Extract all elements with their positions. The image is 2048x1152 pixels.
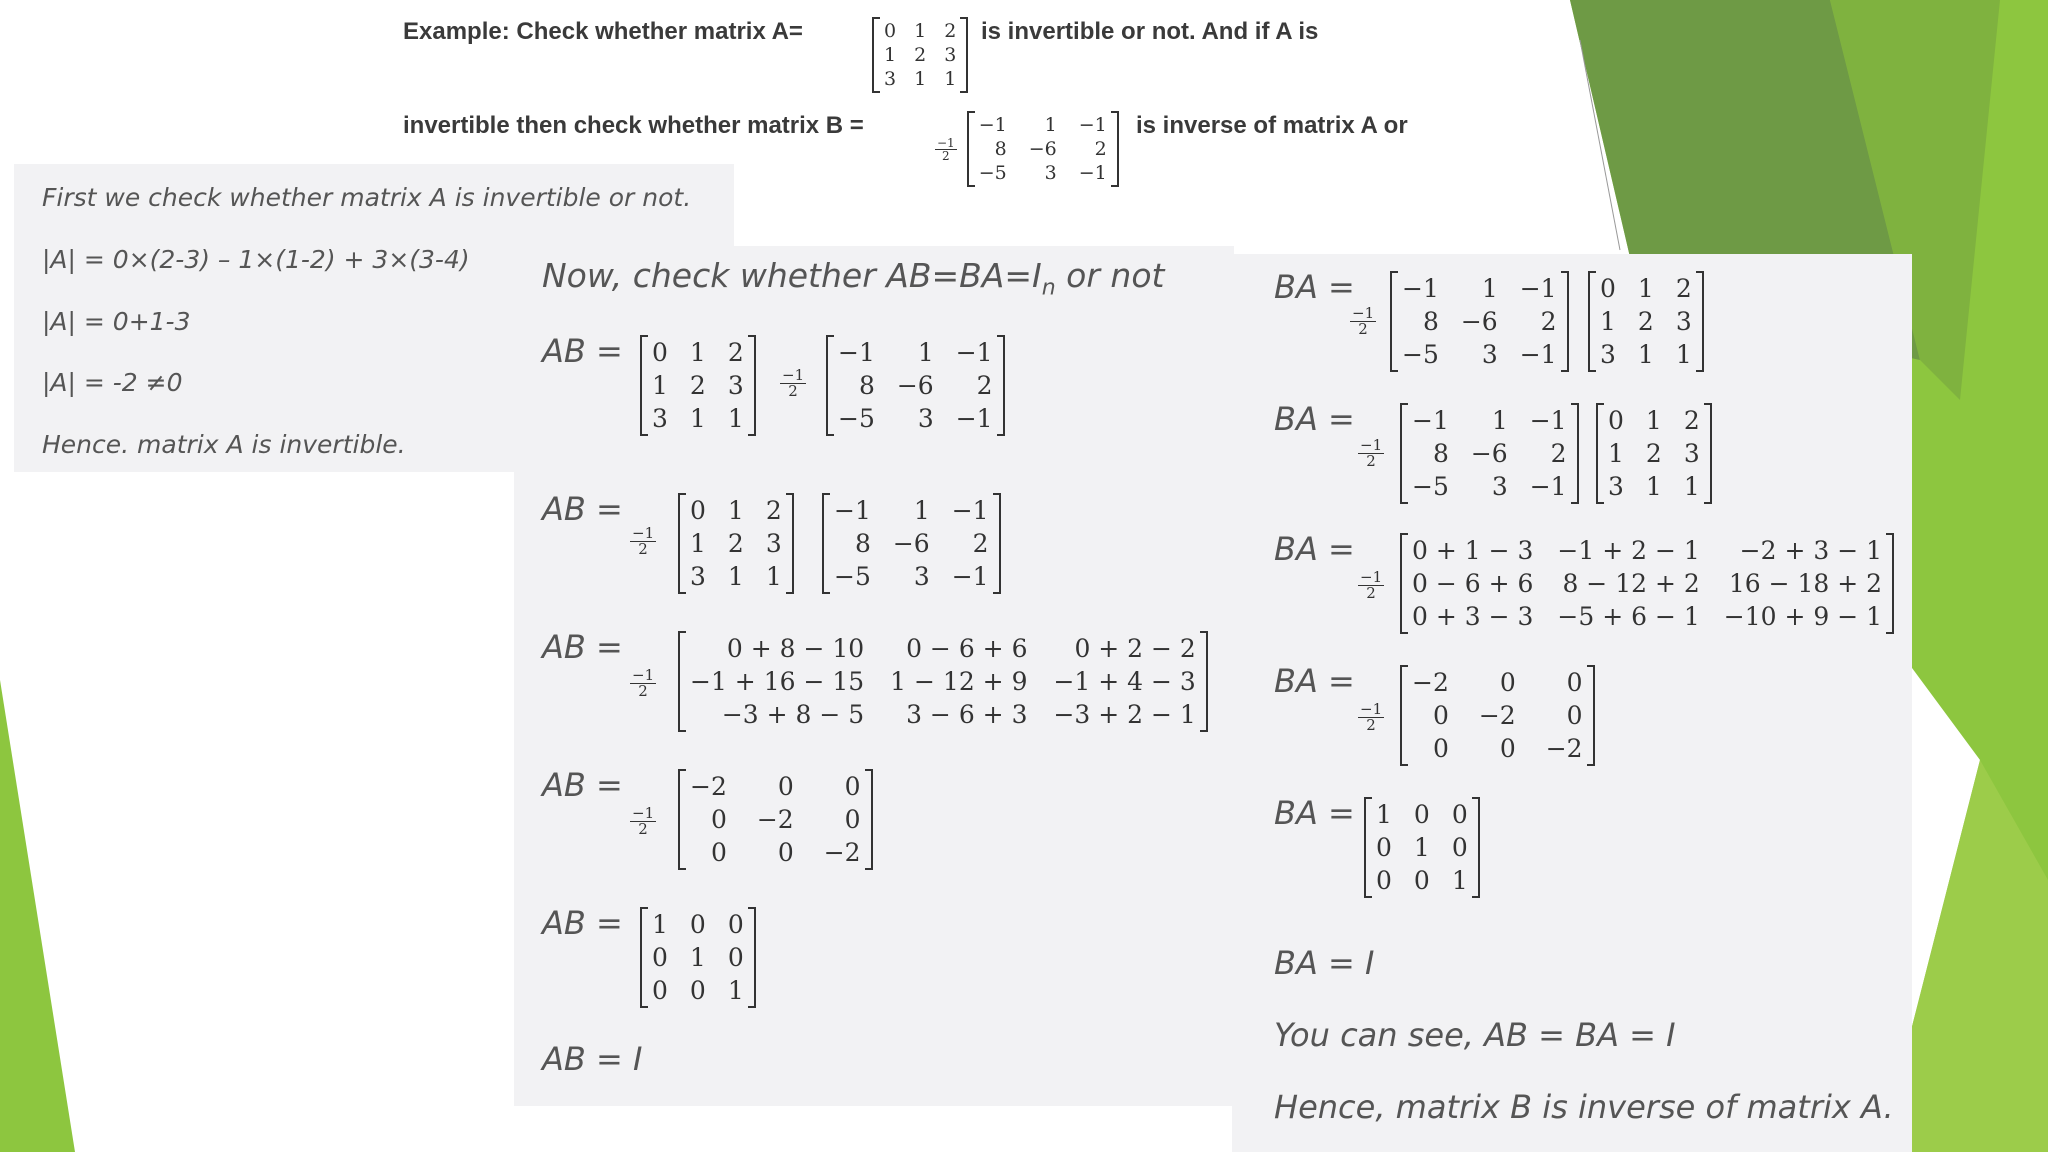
- matrix-cell-r2c1: 1: [690, 529, 706, 558]
- title-text-2: is invertible or not. And if A is: [981, 18, 1319, 45]
- matrix-cell-r2c1: 8: [854, 529, 871, 558]
- matrix-cell-r1c3: −2 + 3 − 1: [1739, 536, 1883, 565]
- matrix-cell-r3c2: 0: [1413, 866, 1430, 895]
- title-text-3: invertible then check whether matrix B =: [403, 112, 864, 139]
- matrix-cell-r1c1: −1: [978, 114, 1007, 136]
- ab-step1-matrix-b: [826, 336, 1005, 435]
- matrix-cell-r3c3: −1: [1519, 340, 1557, 369]
- ab-final: AB = I: [542, 1040, 643, 1078]
- determinant-result: |A| = -2 ≠0: [42, 368, 183, 397]
- matrix-cell-r3c1: −5: [1412, 472, 1449, 501]
- ba-identity-matrix: [1364, 798, 1480, 897]
- matrix-cell-r1c1: 0: [1600, 274, 1616, 303]
- determinant-intro: First we check whether matrix A is invertible or not.: [42, 183, 692, 212]
- ba-label-4: BA =: [1274, 662, 1355, 700]
- matrix-cell-r2c3: 2: [1094, 138, 1107, 160]
- matrix-cell-r3c1: 0: [1376, 866, 1392, 895]
- matrix-cell-r2c3: 3: [1675, 307, 1692, 336]
- matrix-cell-r3c2: 0: [777, 838, 794, 867]
- matrix-cell-r3c3: 1: [765, 562, 782, 591]
- matrix-a: [872, 18, 968, 92]
- matrix-cell-r1c3: 0: [844, 772, 861, 801]
- matrix-cell-r3c1: 3: [1600, 340, 1616, 369]
- matrix-cell-r1c2: 1: [1491, 406, 1508, 435]
- matrix-cell-r1c2: 1: [1637, 274, 1654, 303]
- matrix-cell-r3c3: −1: [1078, 162, 1107, 184]
- matrix-cell-r2c3: 3: [727, 371, 744, 400]
- matrix-cell-r3c2: 1: [1645, 472, 1662, 501]
- matrix-cell-r1c3: 0: [1566, 668, 1583, 697]
- matrix-cell-r1c2: 0: [689, 910, 706, 939]
- matrix-cell-r3c1: −5: [834, 562, 871, 591]
- matrix-cell-r2c2: 2: [727, 529, 744, 558]
- matrix-cell-r2c2: −2: [1478, 701, 1516, 730]
- matrix-cell-r1c3: 2: [1675, 274, 1692, 303]
- ba-step1-matrix-b: [1390, 272, 1569, 371]
- matrix-cell-r1c2: 0 − 6 + 6: [906, 634, 1028, 663]
- matrix-cell-r2c2: −6: [1028, 138, 1057, 160]
- matrix-cell-r2c1: 8: [1432, 439, 1449, 468]
- ab-label-1: AB =: [542, 332, 623, 370]
- matrix-cell-r1c3: 2: [765, 496, 782, 525]
- matrix-cell-r2c3: 2: [1550, 439, 1567, 468]
- matrix-cell-r3c1: −5: [838, 404, 875, 433]
- ba-label-1: BA =: [1274, 268, 1355, 306]
- matrix-cell-r2c2: −6: [1470, 439, 1508, 468]
- matrix-cell-r3c2: 1: [727, 562, 744, 591]
- matrix-b: [935, 112, 1119, 186]
- matrix-cell-r2c3: 0: [727, 943, 744, 972]
- matrix-cell-r3c1: 0: [710, 838, 727, 867]
- matrix-cell-r3c3: −2: [823, 838, 861, 867]
- matrix-cell-r2c2: −6: [892, 529, 930, 558]
- matrix-cell-r3c2: 3: [1481, 340, 1498, 369]
- ab-label-4: AB =: [542, 766, 623, 804]
- matrix-cell-r1c2: 1: [914, 20, 927, 42]
- matrix-cell-r1c3: 0: [1451, 800, 1468, 829]
- matrix-cell-r2c3: 0: [1566, 701, 1583, 730]
- matrix-cell-r1c2: 1: [917, 338, 934, 367]
- ab-label-5: AB =: [542, 904, 623, 942]
- matrix-cell-r2c3: −1 + 4 − 3: [1053, 667, 1196, 696]
- matrix-cell-r3c3: −10 + 9 − 1: [1723, 602, 1883, 631]
- matrix-cell-r3c2: 0: [689, 976, 706, 1005]
- matrix-cell-r1c1: −1: [1412, 406, 1449, 435]
- matrix-cell-r1c1: 0: [652, 338, 668, 367]
- ab-step4-scalar: $\frac{-1}{2}$: [632, 804, 655, 838]
- matrix-cell-r1c1: −1: [838, 338, 875, 367]
- matrix-cell-r3c2: 3: [1491, 472, 1508, 501]
- equality-conclusion: You can see, AB = BA = I: [1274, 1016, 1676, 1054]
- matrix-cell-r1c2: 1: [1481, 274, 1498, 303]
- matrix-cell-r1c1: 1: [652, 910, 668, 939]
- matrix-cell-r2c3: 0: [1451, 833, 1468, 862]
- matrix-cell-r1c1: 0: [690, 496, 706, 525]
- matrix-cell-r3c1: 3: [690, 562, 706, 591]
- matrix-cell-r3c1: 0: [652, 976, 668, 1005]
- ab-step2-scalar: $\frac{-1}{2}$: [632, 524, 655, 558]
- ba-label-5: BA =: [1274, 794, 1355, 832]
- matrix-cell-r2c2: 2: [914, 44, 927, 66]
- matrix-cell-r3c1: −3 + 8 − 5: [721, 700, 865, 729]
- matrix-cell-r2c3: 16 − 18 + 2: [1728, 569, 1883, 598]
- matrix-cell-r1c3: −1: [951, 496, 989, 525]
- matrix-cell-r2c2: 2: [689, 371, 706, 400]
- matrix-cell-r3c3: 1: [1683, 472, 1700, 501]
- matrix-cell-r1c2: −1 + 2 − 1: [1557, 536, 1700, 565]
- matrix-cell-r1c3: 2: [944, 20, 957, 42]
- matrix-cell-r3c3: −1: [1529, 472, 1567, 501]
- matrix-cell-r3c2: 3: [913, 562, 930, 591]
- matrix-cell-r2c3: 2: [976, 371, 993, 400]
- matrix-cell-r3c3: 1: [1451, 866, 1468, 895]
- matrix-cell-r1c2: 1: [1645, 406, 1662, 435]
- matrix-cell-r1c3: 0 + 2 − 2: [1074, 634, 1196, 663]
- matrix-cell-r2c1: −1 + 16 − 15: [690, 667, 865, 696]
- ab-step2-matrix-a: [678, 494, 794, 593]
- matrix-cell-r2c1: 0: [1432, 701, 1449, 730]
- matrix-cell-r2c3: 2: [1540, 307, 1557, 336]
- matrix-cell-r2c3: 3: [765, 529, 782, 558]
- matrix-cell-r2c2: −6: [1460, 307, 1498, 336]
- matrix-cell-r3c1: −5: [978, 162, 1007, 184]
- matrix-cell-r1c1: −2: [1412, 668, 1449, 697]
- matrix-cell-r1c3: −1: [1529, 406, 1567, 435]
- ab-step1-scalar: $\frac{-1}{2}$: [782, 366, 805, 400]
- matrix-cell-r3c2: −5 + 6 − 1: [1557, 602, 1700, 631]
- matrix-cell-r3c2: 3 − 6 + 3: [906, 700, 1028, 729]
- matrix-cell-r3c2: 0: [1499, 734, 1516, 763]
- matrix-cell-r2c1: 1: [1608, 439, 1624, 468]
- ba-step2-matrix-b: [1400, 404, 1579, 503]
- matrix-cell-r1c2: 1: [913, 496, 930, 525]
- ab-step4-matrix: [678, 770, 873, 869]
- ab-step3-scalar: $\frac{-1}{2}$: [632, 666, 655, 700]
- matrix-cell-r2c1: 0: [652, 943, 668, 972]
- title-text-1: Example: Check whether matrix A=: [403, 18, 803, 45]
- ba-label-3: BA =: [1274, 530, 1355, 568]
- matrix-cell-r3c1: −5: [1402, 340, 1439, 369]
- matrix-cell-r3c3: 1: [727, 404, 744, 433]
- matrix-cell-r2c1: 8: [858, 371, 875, 400]
- matrix-cell-r2c2: 2: [1645, 439, 1662, 468]
- ba-step4-matrix: [1400, 666, 1595, 765]
- matrix-cell-r3c3: 1: [727, 976, 744, 1005]
- matrix-cell-r1c3: −1: [1078, 114, 1107, 136]
- matrix-cell-r2c3: 3: [944, 44, 957, 66]
- matrix-cell-r3c1: 3: [884, 68, 897, 90]
- matrix-cell-r1c1: −1: [1402, 274, 1439, 303]
- matrix-cell-r2c1: 0 − 6 + 6: [1412, 569, 1534, 598]
- matrix-cell-r2c2: 1: [1413, 833, 1430, 862]
- matrix-cell-r3c2: 3: [917, 404, 934, 433]
- matrix-cell-r2c1: 1: [1600, 307, 1616, 336]
- ab-label-3: AB =: [542, 628, 623, 666]
- matrix-cell-r1c1: 0 + 8 − 10: [726, 634, 865, 663]
- scalar-fraction: $\frac{-1}{2}$: [937, 135, 955, 163]
- matrix-cell-r3c3: −1: [955, 404, 993, 433]
- determinant-sum: |A| = 0+1-3: [42, 307, 191, 336]
- invertible-conclusion: Hence. matrix A is invertible.: [42, 430, 406, 459]
- matrix-cell-r2c2: −6: [896, 371, 934, 400]
- matrix-cell-r3c2: 1: [914, 68, 927, 90]
- matrix-cell-r2c1: 1: [652, 371, 668, 400]
- matrix-cell-r2c3: 2: [972, 529, 989, 558]
- matrix-cell-r3c3: 1: [1675, 340, 1692, 369]
- determinant-expansion: |A| = 0×(2-3) – 1×(1-2) + 3×(3-4): [42, 245, 470, 274]
- matrix-cell-r2c2: 8 − 12 + 2: [1562, 569, 1700, 598]
- matrix-cell-r3c3: −3 + 2 − 1: [1053, 700, 1196, 729]
- matrix-cell-r3c2: 1: [1637, 340, 1654, 369]
- matrix-cell-r1c1: 0 + 1 − 3: [1412, 536, 1534, 565]
- matrix-cell-r3c2: 3: [1044, 162, 1057, 184]
- matrix-cell-r2c1: 8: [994, 138, 1007, 160]
- matrix-cell-r1c1: −1: [834, 496, 871, 525]
- matrix-cell-r3c1: 3: [1608, 472, 1624, 501]
- matrix-cell-r1c2: 0: [1499, 668, 1516, 697]
- ab-step3-matrix: [678, 632, 1208, 731]
- matrix-cell-r1c1: 1: [1376, 800, 1392, 829]
- ba-step2-scalar: $\frac{-1}{2}$: [1360, 436, 1383, 470]
- ba-step1-scalar: $\frac{-1}{2}$: [1352, 304, 1375, 338]
- matrix-cell-r2c3: 3: [1683, 439, 1700, 468]
- matrix-cell-r3c1: 0: [1432, 734, 1449, 763]
- matrix-cell-r3c2: 1: [689, 404, 706, 433]
- title-text-4: is inverse of matrix A or: [1136, 112, 1408, 139]
- matrix-cell-r1c2: 1: [727, 496, 744, 525]
- matrix-cell-r1c1: 0: [1608, 406, 1624, 435]
- inverse-conclusion: Hence, matrix B is inverse of matrix A.: [1274, 1088, 1894, 1126]
- matrix-cell-r2c2: 1: [689, 943, 706, 972]
- ba-step3-scalar: $\frac{-1}{2}$: [1360, 568, 1383, 602]
- matrix-cell-r1c2: 1: [689, 338, 706, 367]
- matrix-cell-r2c2: −2: [756, 805, 794, 834]
- ab-label-2: AB =: [542, 490, 623, 528]
- ab-step1-matrix-a: [640, 336, 756, 435]
- ba-final: BA = I: [1274, 944, 1375, 982]
- matrix-cell-r3c3: −1: [951, 562, 989, 591]
- matrix-cell-r1c2: 1: [1044, 114, 1057, 136]
- matrix-cell-r2c1: 0: [710, 805, 727, 834]
- ba-step4-scalar: $\frac{-1}{2}$: [1360, 700, 1383, 734]
- matrix-cell-r1c2: 0: [777, 772, 794, 801]
- matrix-cell-r1c1: −2: [690, 772, 727, 801]
- matrix-cell-r2c3: 0: [844, 805, 861, 834]
- matrix-cell-r1c3: 2: [727, 338, 744, 367]
- ba-step2-matrix-a: [1596, 404, 1712, 503]
- matrix-cell-r3c1: 3: [652, 404, 668, 433]
- ba-step3-matrix: [1400, 534, 1894, 633]
- matrix-cell-r3c3: 1: [944, 68, 957, 90]
- ab-identity-matrix: [640, 908, 756, 1007]
- matrix-cell-r1c1: 0: [884, 20, 897, 42]
- matrix-cell-r1c3: 0: [727, 910, 744, 939]
- ba-step1-matrix-a: [1588, 272, 1704, 371]
- matrix-cell-r2c1: 8: [1422, 307, 1439, 336]
- matrix-cell-r2c1: 0: [1376, 833, 1392, 862]
- matrix-cell-r1c3: 2: [1683, 406, 1700, 435]
- ba-label-2: BA =: [1274, 400, 1355, 438]
- matrix-cell-r1c2: 0: [1413, 800, 1430, 829]
- ab-heading: Now, check whether $AB=BA=I_n$ or not: [542, 256, 1165, 301]
- matrix-cell-r2c1: 1: [884, 44, 897, 66]
- matrix-cell-r2c2: 2: [1637, 307, 1654, 336]
- matrix-cell-r3c3: −2: [1545, 734, 1583, 763]
- matrix-cell-r1c3: −1: [955, 338, 993, 367]
- matrix-cell-r3c1: 0 + 3 − 3: [1412, 602, 1534, 631]
- ab-step2-matrix-b: [822, 494, 1001, 593]
- matrix-cell-r1c3: −1: [1519, 274, 1557, 303]
- matrix-cell-r2c2: 1 − 12 + 9: [890, 667, 1028, 696]
